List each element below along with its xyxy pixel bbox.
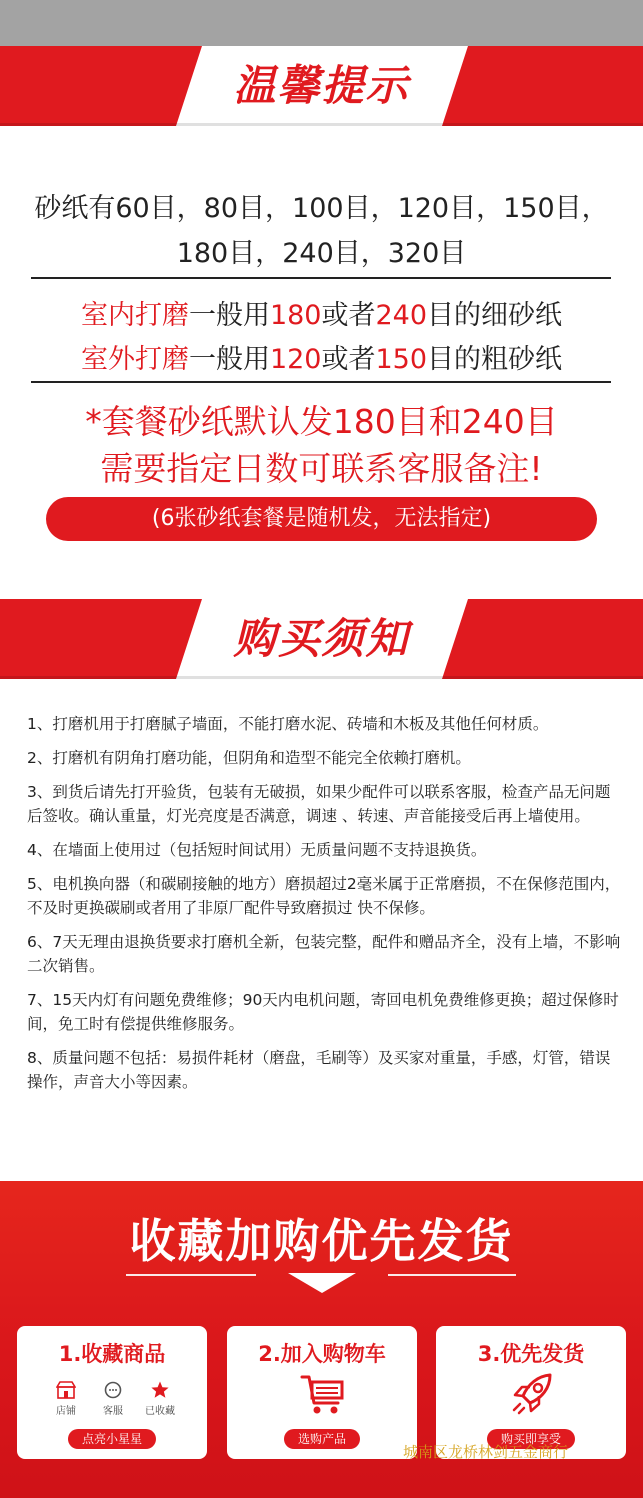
card-action-label[interactable]: 选购产品: [284, 1429, 360, 1449]
list-item: 2、打磨机有阴角打磨功能，但阴角和造型不能完全依赖打磨机。: [27, 749, 471, 767]
card-title: 3.优先发货: [477, 1342, 585, 1366]
card-title: 2.加入购物车: [258, 1342, 386, 1366]
list-item: 1、打磨机用于打磨腻子墙面，不能打磨水泥、砖墙和木板及其他任何材质。: [27, 715, 549, 733]
top-gray-bar: [0, 0, 643, 46]
rocket-icon: [510, 1372, 554, 1418]
promo-title: 收藏加购优先发货: [129, 1214, 514, 1268]
arrow-down-icon: [288, 1273, 356, 1293]
promo-card-cart[interactable]: [227, 1326, 417, 1459]
card-title: 1.收藏商品: [58, 1342, 166, 1366]
notice-line-2: 需要指定日数可联系客服备注!: [100, 449, 543, 488]
promo-card-priority[interactable]: [436, 1326, 626, 1459]
section-banner-purchase: [0, 599, 643, 679]
promo-card-favorite[interactable]: [17, 1326, 207, 1459]
shop-watermark: 城南区龙桥林剑五金商行: [403, 1443, 569, 1461]
section-banner-tips: [0, 46, 643, 126]
card-action-label[interactable]: 购买即享受: [487, 1429, 575, 1449]
card-action-label[interactable]: 点亮小星星: [68, 1429, 156, 1449]
purchase-rules-list: [27, 712, 622, 1104]
list-item: 6、7天无理由退换货要求打磨机全新，包装完整，配件和赠品齐全，没有上墙，不影响二次销售。: [27, 933, 621, 975]
service-icon: [103, 1381, 123, 1399]
section-title-tips: 温馨提示: [233, 61, 410, 110]
grit-list-line-1: 砂纸有60目，80目，100目，120目，150目，: [34, 193, 609, 224]
store-icon: [56, 1381, 76, 1399]
mini-store: 店铺: [46, 1381, 86, 1417]
usage-indoor: 室内打磨一般用180或者240目的细砂纸: [80, 300, 563, 331]
divider: [388, 1274, 516, 1276]
mini-service: 客服: [93, 1381, 133, 1417]
divider: [31, 381, 611, 383]
usage-outdoor: 室外打磨一般用120或者150目的粗砂纸: [80, 344, 563, 375]
list-item: 3、到货后请先打开验货，包装有无破损，如果少配件可以联系客服，检查产品无问题后签收。确认重量，灯光亮度是否满意，调速 、转速、声音能接受后再上墙使用。: [27, 783, 611, 825]
mini-favorite: 已收藏: [140, 1381, 180, 1417]
cart-icon: [300, 1373, 346, 1417]
list-item: 8、质量问题不包括：易损件耗材（磨盘，毛刷等）及买家对重量，手感，灯管，错误操作，声音大小等因素。: [27, 1049, 611, 1091]
grit-list-line-2: 180目，240目，320目: [176, 238, 467, 269]
notice-pill: (6张砂纸套餐是随机发，无法指定): [46, 497, 597, 541]
divider: [31, 277, 611, 279]
notice-line-1: *套餐砂纸默认发180目和240目: [85, 402, 558, 441]
divider: [126, 1274, 256, 1276]
section-title-purchase: 购买须知: [233, 614, 410, 663]
star-icon: [150, 1381, 170, 1399]
list-item: 5、电机换向器（和碳刷接触的地方）磨损超过2毫米属于正常磨损，不在保修范围内，不及时更换碳刷或者用了非原厂配件导致磨损过 快不保修。: [27, 875, 621, 917]
list-item: 4、在墙面上使用过（包括短时间试用）无质量问题不支持退换货。: [27, 841, 487, 859]
list-item: 7、15天内灯有问题免费维修；90天内电机问题，寄回电机免费维修更换；超过保修时间，免工时有偿提供维修服务。: [27, 991, 619, 1033]
